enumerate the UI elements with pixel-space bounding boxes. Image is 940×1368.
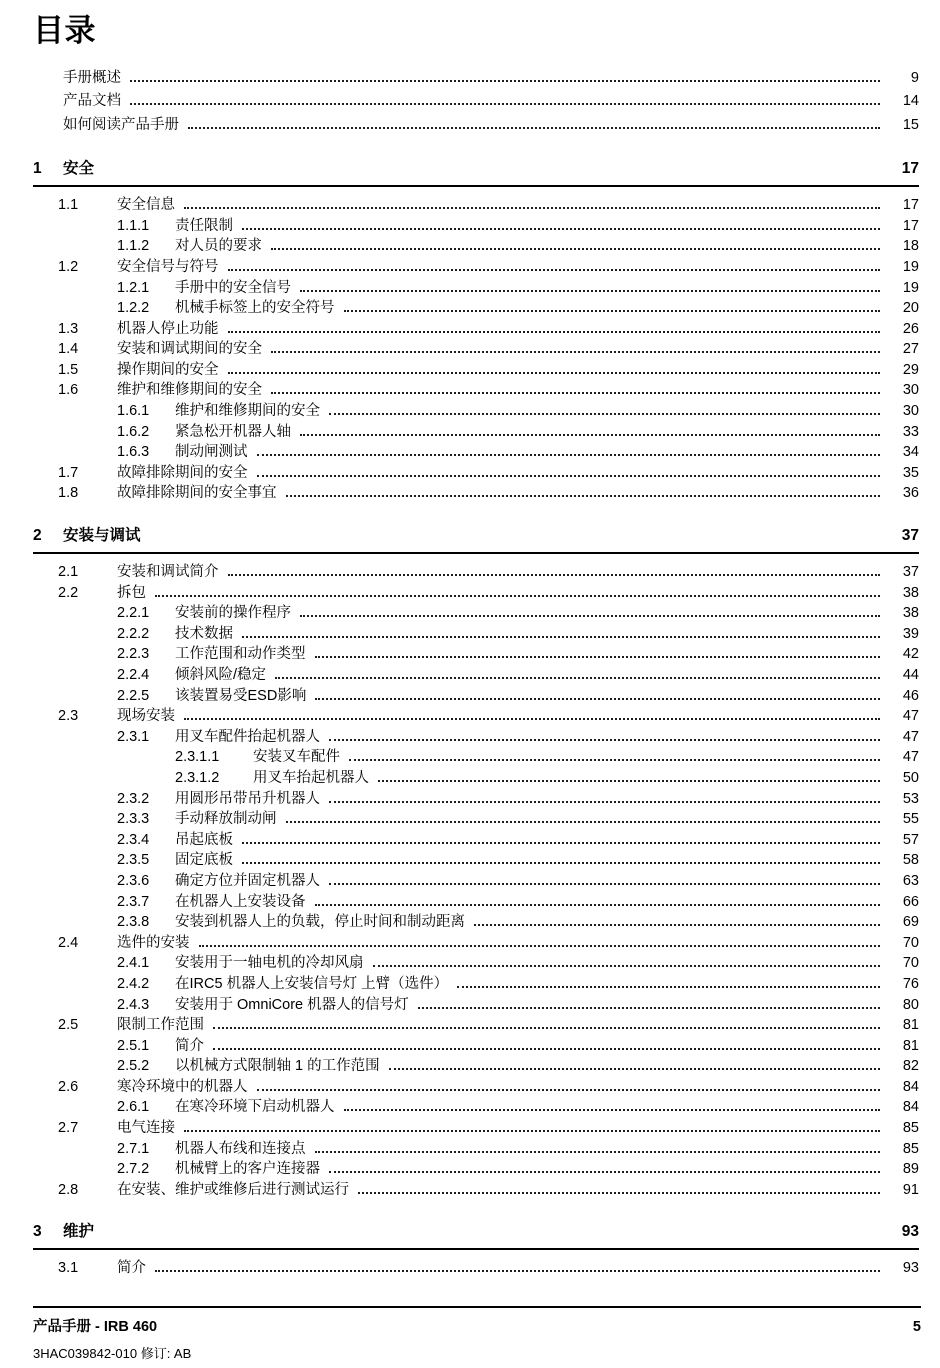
dot-leader xyxy=(358,1192,880,1194)
toc-entry-number: 2.2.1 xyxy=(117,605,150,622)
toc-entry-label: 安装叉车配件 xyxy=(253,749,340,766)
toc-entry-number: 2.6 xyxy=(58,1078,79,1095)
toc-entry-page: 47 xyxy=(902,749,919,766)
toc-entry-number: 2.7.2 xyxy=(117,1161,150,1178)
toc-entry-page: 18 xyxy=(902,238,919,255)
toc-entry-page: 69 xyxy=(902,914,919,931)
toc-entry[interactable] xyxy=(33,216,919,237)
chapter-header[interactable] xyxy=(33,526,919,554)
toc-entry-label: 产品文档 xyxy=(63,93,121,110)
toc-entry-page: 47 xyxy=(902,728,919,745)
toc-entry-label: 寒冷环境中的机器人 xyxy=(117,1078,248,1095)
toc-entry-label: 以机械方式限制轴 1 的工作范围 xyxy=(175,1058,380,1075)
toc-entry[interactable] xyxy=(33,380,919,401)
toc-entry[interactable] xyxy=(33,644,919,665)
toc-entry-label: 维护和维修期间的安全 xyxy=(175,403,320,420)
dot-leader xyxy=(329,413,880,415)
toc-entry-page: 81 xyxy=(902,1037,919,1054)
dot-leader xyxy=(257,454,881,456)
toc-entry-label: 对人员的要求 xyxy=(175,238,262,255)
toc-entry-number: 2.3.3 xyxy=(117,811,150,828)
toc-entry-label: 用叉车抬起机器人 xyxy=(253,769,369,786)
dot-leader xyxy=(271,248,880,250)
toc-entry-page: 17 xyxy=(902,197,919,214)
toc-entry-label: 该装置易受ESD影响 xyxy=(175,687,307,704)
toc-entry-page: 38 xyxy=(902,584,919,601)
toc-entry-page: 44 xyxy=(902,667,919,684)
toc-entry-page: 33 xyxy=(902,423,919,440)
toc-entry[interactable] xyxy=(33,727,919,748)
toc-entry-page: 39 xyxy=(902,625,919,642)
toc-entry-page: 50 xyxy=(902,769,919,786)
toc-entry-number: 2.3.1.1 xyxy=(175,749,220,766)
toc-entry-page: 9 xyxy=(910,69,919,86)
toc-entry-label: 现场安装 xyxy=(117,708,175,725)
toc-entry-page: 55 xyxy=(902,811,919,828)
toc-entry-page: 58 xyxy=(902,852,919,869)
chapter-block xyxy=(33,159,919,504)
toc-entry[interactable] xyxy=(33,422,919,443)
dot-leader xyxy=(213,1027,880,1029)
toc-entry-number: 2.5.1 xyxy=(117,1037,150,1054)
chapters-container xyxy=(33,159,919,1279)
toc-entry-number: 2.3 xyxy=(58,708,79,725)
toc-entry-page: 70 xyxy=(902,955,919,972)
toc-entry-number: 2.3.2 xyxy=(117,790,150,807)
toc-entry-label: 安全信息 xyxy=(117,197,175,214)
toc-entry-number: 2.7 xyxy=(58,1120,79,1137)
dot-leader xyxy=(389,1068,880,1070)
toc-entry-page: 34 xyxy=(902,444,919,461)
toc-entry-page: 35 xyxy=(902,464,919,481)
dot-leader xyxy=(155,595,880,597)
chapter-page: 17 xyxy=(901,160,919,178)
toc-entry-number: 2.3.5 xyxy=(117,852,150,869)
toc-entry-number: 2.3.4 xyxy=(117,831,150,848)
toc-entry-page: 27 xyxy=(902,341,919,358)
toc-entry-label: 固定底板 xyxy=(175,852,233,869)
dot-leader xyxy=(418,1007,880,1009)
toc-entry[interactable] xyxy=(33,195,919,216)
dot-leader xyxy=(242,862,880,864)
toc-entry-number: 2.8 xyxy=(58,1181,79,1198)
toc-entry-label: 安装用于一轴电机的冷却风扇 xyxy=(175,955,364,972)
toc-entry-page: 30 xyxy=(902,403,919,420)
dot-leader xyxy=(242,842,880,844)
dot-leader xyxy=(300,290,880,292)
chapter-number: 3 xyxy=(33,1223,42,1241)
toc-entry-page: 85 xyxy=(902,1120,919,1137)
dot-leader xyxy=(184,718,880,720)
toc-entry[interactable] xyxy=(33,1139,919,1160)
toc-entry[interactable] xyxy=(33,809,919,830)
toc-entry-number: 2.2 xyxy=(58,584,79,601)
toc-entry-page: 19 xyxy=(902,279,919,296)
toc-entry-page: 85 xyxy=(902,1140,919,1157)
dot-leader xyxy=(378,780,880,782)
chapter-title: 维护 xyxy=(63,1223,95,1241)
dot-leader xyxy=(184,1130,880,1132)
toc-entry[interactable] xyxy=(33,912,919,933)
toc-entry-page: 42 xyxy=(902,646,919,663)
toc-entry[interactable] xyxy=(33,1056,919,1077)
toc-entry-page: 36 xyxy=(902,485,919,502)
toc-entry-page: 30 xyxy=(902,382,919,399)
toc-entry-number: 2.2.2 xyxy=(117,625,150,642)
toc-entry[interactable] xyxy=(33,319,919,340)
toc-entry-number: 1.7 xyxy=(58,464,79,481)
toc-entry-page: 66 xyxy=(902,893,919,910)
toc-entry-page: 80 xyxy=(902,996,919,1013)
chapter-entries xyxy=(33,1258,919,1279)
chapter-block xyxy=(33,526,919,1200)
toc-entry-label: 用圆形吊带吊升机器人 xyxy=(175,790,320,807)
toc-entry-number: 1.5 xyxy=(58,361,79,378)
toc-entry-label: 机器人布线和连接点 xyxy=(175,1140,306,1157)
toc-entry[interactable] xyxy=(33,953,919,974)
toc-entry-label: 机械臂上的客户连接器 xyxy=(175,1161,320,1178)
toc-entry-page: 89 xyxy=(902,1161,919,1178)
toc-entry-label: 在机器人上安装设备 xyxy=(175,893,306,910)
toc-entry-number: 2.3.8 xyxy=(117,914,150,931)
toc-entry-number: 2.6.1 xyxy=(117,1099,150,1116)
toc-entry-page: 76 xyxy=(902,975,919,992)
toc-entry[interactable] xyxy=(33,747,919,768)
toc-entry[interactable] xyxy=(33,583,919,604)
toc-entry[interactable] xyxy=(33,1118,919,1139)
toc-entry-number: 2.4 xyxy=(58,934,79,951)
toc-entry-page: 19 xyxy=(902,258,919,275)
toc-entry[interactable] xyxy=(33,562,919,583)
toc-entry-number: 1.6.3 xyxy=(117,444,150,461)
dot-leader xyxy=(130,80,880,82)
dot-leader xyxy=(315,656,881,658)
dot-leader xyxy=(457,986,880,988)
toc-entry[interactable] xyxy=(33,995,919,1016)
toc-entry[interactable] xyxy=(33,67,919,91)
toc-entry[interactable] xyxy=(33,871,919,892)
toc-entry-label: 手册概述 xyxy=(63,69,121,86)
chapter-entries xyxy=(33,562,919,1200)
toc-entry-label: 简介 xyxy=(117,1260,146,1277)
toc-entry[interactable] xyxy=(33,463,919,484)
toc-entry-label: 手册中的安全信号 xyxy=(175,279,291,296)
dot-leader xyxy=(315,1151,881,1153)
dot-leader xyxy=(286,495,881,497)
toc-entry-label: 吊起底板 xyxy=(175,831,233,848)
dot-leader xyxy=(228,372,881,374)
dot-leader xyxy=(199,945,881,947)
toc-entry-label: 安装前的操作程序 xyxy=(175,605,291,622)
dot-leader xyxy=(130,103,880,105)
toc-entry-page: 47 xyxy=(902,708,919,725)
dot-leader xyxy=(373,965,881,967)
toc-entry-label: 在安装、维护或维修后进行测试运行 xyxy=(117,1181,349,1198)
toc-entry-number: 1.2.1 xyxy=(117,279,150,296)
dot-leader xyxy=(228,331,881,333)
chapter-block xyxy=(33,1222,919,1279)
toc-entry[interactable] xyxy=(33,706,919,727)
toc-entry-page: 81 xyxy=(902,1017,919,1034)
footer-manual-title: 产品手册 - IRB 460 xyxy=(33,1319,158,1335)
toc-entry[interactable] xyxy=(33,603,919,624)
toc-entry-number: 2.4.2 xyxy=(117,975,150,992)
dot-leader xyxy=(329,1171,880,1173)
toc-entry-number: 3.1 xyxy=(58,1260,79,1277)
toc-entry-number: 2.7.1 xyxy=(117,1140,150,1157)
toc-entry[interactable] xyxy=(33,257,919,278)
toc-entry-label: 电气连接 xyxy=(117,1120,175,1137)
toc-entry-label: 倾斜风险/稳定 xyxy=(175,667,267,684)
toc-entry-page: 93 xyxy=(902,1260,919,1277)
dot-leader xyxy=(286,821,881,823)
toc-entry-label: 安装用于 OmniCore 机器人的信号灯 xyxy=(175,996,409,1013)
toc-entry-label: 在IRC5 机器人上安装信号灯 上臂（选件） xyxy=(175,975,449,992)
toc-entry[interactable] xyxy=(33,1077,919,1098)
toc-entry-page: 38 xyxy=(902,605,919,622)
dot-leader xyxy=(155,1270,880,1272)
toc-entry-page: 15 xyxy=(902,116,919,133)
toc-entry-page: 82 xyxy=(902,1058,919,1075)
toc-entry[interactable] xyxy=(33,90,919,114)
toc-entry[interactable] xyxy=(33,892,919,913)
toc-entry-page: 63 xyxy=(902,872,919,889)
toc-entry-label: 在寒冷环境下启动机器人 xyxy=(175,1099,335,1116)
toc-entry-number: 2.2.5 xyxy=(117,687,150,704)
toc-entry[interactable] xyxy=(33,278,919,299)
toc-entry-label: 安全信号与符号 xyxy=(117,258,219,275)
dot-leader xyxy=(300,615,880,617)
chapter-number: 1 xyxy=(33,160,42,178)
toc-entry-page: 37 xyxy=(902,564,919,581)
toc-entry[interactable] xyxy=(33,339,919,360)
toc-entry-page: 53 xyxy=(902,790,919,807)
chapter-number: 2 xyxy=(33,527,42,545)
dot-leader xyxy=(315,904,881,906)
toc-entry[interactable] xyxy=(33,974,919,995)
chapter-header[interactable] xyxy=(33,159,919,187)
toc-entry-label: 简介 xyxy=(175,1037,204,1054)
footer-document-id: 3HAC039842-010 修订: AB xyxy=(33,1346,192,1361)
toc-entry[interactable] xyxy=(33,933,919,954)
dot-leader xyxy=(242,636,880,638)
toc-entry[interactable] xyxy=(33,830,919,851)
toc-entry-number: 1.3 xyxy=(58,320,79,337)
toc-entry-number: 2.2.4 xyxy=(117,667,150,684)
dot-leader xyxy=(344,1109,881,1111)
dot-leader xyxy=(184,207,880,209)
dot-leader xyxy=(344,310,881,312)
toc-entry-label: 机械手标签上的安全符号 xyxy=(175,300,335,317)
footer-page-number: 5 xyxy=(912,1319,921,1335)
dot-leader xyxy=(213,1048,880,1050)
toc-entry-number: 1.8 xyxy=(58,485,79,502)
toc-entry-number: 2.3.1.2 xyxy=(175,769,220,786)
front-matter-list xyxy=(33,67,919,138)
toc-entry-label: 紧急松开机器人轴 xyxy=(175,423,291,440)
toc-entry-number: 1.1.1 xyxy=(117,217,150,234)
toc-entry-label: 拆包 xyxy=(117,584,146,601)
toc-entry-number: 1.2.2 xyxy=(117,300,150,317)
toc-entry[interactable] xyxy=(33,686,919,707)
toc-entry[interactable] xyxy=(33,360,919,381)
toc-entry-page: 70 xyxy=(902,934,919,951)
chapter-page: 93 xyxy=(901,1223,919,1241)
dot-leader xyxy=(329,739,880,741)
chapter-header[interactable] xyxy=(33,1222,919,1250)
toc-entry-label: 手动释放制动闸 xyxy=(175,811,277,828)
toc-entry[interactable] xyxy=(33,1097,919,1118)
toc-entry-page: 14 xyxy=(902,93,919,110)
toc-entry-number: 2.5.2 xyxy=(117,1058,150,1075)
toc-entry-number: 2.3.6 xyxy=(117,872,150,889)
toc-entry[interactable] xyxy=(33,768,919,789)
toc-entry-number: 1.4 xyxy=(58,341,79,358)
toc-entry-page: 57 xyxy=(902,831,919,848)
toc-entry[interactable] xyxy=(33,298,919,319)
toc-entry-page: 91 xyxy=(902,1181,919,1198)
toc-entry-label: 故障排除期间的安全 xyxy=(117,464,248,481)
toc-entry[interactable] xyxy=(33,1036,919,1057)
toc-entry[interactable] xyxy=(33,1159,919,1180)
toc-entry-label: 制动闸测试 xyxy=(175,444,248,461)
toc-entry-label: 如何阅读产品手册 xyxy=(63,116,179,133)
page-footer xyxy=(33,1306,921,1362)
toc-entry[interactable] xyxy=(33,1180,919,1201)
toc-entry[interactable] xyxy=(33,442,919,463)
toc-entry-label: 责任限制 xyxy=(175,217,233,234)
toc-entry[interactable] xyxy=(33,789,919,810)
page-title: 目录 xyxy=(33,13,96,48)
toc-entry-label: 机器人停止功能 xyxy=(117,320,219,337)
toc-entry-number: 2.5 xyxy=(58,1017,79,1034)
chapter-entries xyxy=(33,195,919,504)
toc-entry-page: 20 xyxy=(902,300,919,317)
toc-entry-number: 1.6.1 xyxy=(117,403,150,420)
dot-leader xyxy=(257,475,881,477)
toc-entry-number: 2.2.3 xyxy=(117,646,150,663)
toc-entry-label: 技术数据 xyxy=(175,625,233,642)
toc-entry[interactable] xyxy=(33,114,919,138)
toc-entry[interactable] xyxy=(33,1015,919,1036)
toc-entry-label: 工作范围和动作类型 xyxy=(175,646,306,663)
toc-entry[interactable] xyxy=(33,236,919,257)
toc-entry-page: 46 xyxy=(902,687,919,704)
dot-leader xyxy=(275,677,880,679)
toc-entry-number: 1.2 xyxy=(58,258,79,275)
toc-entry-page: 26 xyxy=(902,320,919,337)
dot-leader xyxy=(474,924,880,926)
toc-entry-page: 17 xyxy=(902,217,919,234)
dot-leader xyxy=(228,574,881,576)
toc-entry-number: 2.1 xyxy=(58,564,79,581)
toc-entry[interactable] xyxy=(33,1258,919,1279)
toc-entry-number: 1.6.2 xyxy=(117,423,150,440)
toc-entry-page: 29 xyxy=(902,361,919,378)
toc-entry-number: 1.6 xyxy=(58,382,79,399)
toc-entry[interactable] xyxy=(33,665,919,686)
toc-entry-page: 84 xyxy=(902,1078,919,1095)
toc-entry-label: 安装到机器人上的负载，停止时间和制动距离 xyxy=(175,914,465,931)
toc-entry[interactable] xyxy=(33,624,919,645)
toc-entry-label: 操作期间的安全 xyxy=(117,361,219,378)
toc-entry-number: 2.3.7 xyxy=(117,893,150,910)
toc-entry-label: 安装和调试期间的安全 xyxy=(117,341,262,358)
dot-leader xyxy=(329,883,880,885)
toc-entry-page: 84 xyxy=(902,1099,919,1116)
toc-entry-label: 选件的安装 xyxy=(117,934,190,951)
toc-entry-number: 2.4.1 xyxy=(117,955,150,972)
dot-leader xyxy=(228,269,881,271)
toc-entry-label: 确定方位并固定机器人 xyxy=(175,872,320,889)
toc-entry-number: 2.4.3 xyxy=(117,996,150,1013)
toc-entry-label: 故障排除期间的安全事宜 xyxy=(117,485,277,502)
toc-entry[interactable] xyxy=(33,483,919,504)
toc-entry-label: 安装和调试简介 xyxy=(117,564,219,581)
toc-entry-label: 维护和维修期间的安全 xyxy=(117,382,262,399)
dot-leader xyxy=(188,127,880,129)
toc-entry[interactable] xyxy=(33,401,919,422)
toc-entry-label: 限制工作范围 xyxy=(117,1017,204,1034)
toc-entry[interactable] xyxy=(33,850,919,871)
dot-leader xyxy=(329,801,880,803)
dot-leader xyxy=(257,1089,881,1091)
toc-entry-number: 1.1.2 xyxy=(117,238,150,255)
dot-leader xyxy=(315,698,880,700)
chapter-title: 安全 xyxy=(63,160,95,178)
dot-leader xyxy=(349,759,880,761)
chapter-page: 37 xyxy=(901,527,919,545)
dot-leader xyxy=(242,228,880,230)
toc-entry-number: 1.1 xyxy=(58,197,79,214)
dot-leader xyxy=(271,392,880,394)
chapter-title: 安装与调试 xyxy=(63,527,141,545)
toc-entry-number: 2.3.1 xyxy=(117,728,150,745)
dot-leader xyxy=(300,434,880,436)
toc-entry-label: 用叉车配件抬起机器人 xyxy=(175,728,320,745)
dot-leader xyxy=(271,351,880,353)
